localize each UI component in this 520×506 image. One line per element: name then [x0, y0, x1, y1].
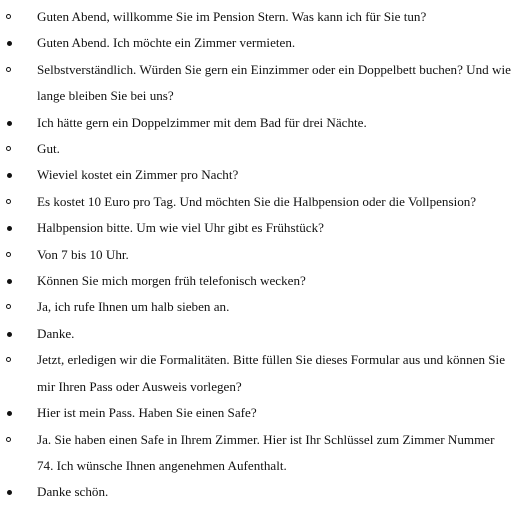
hollow-bullet-icon [0, 242, 37, 268]
hollow-bullet-icon [0, 189, 37, 215]
filled-bullet-icon [0, 110, 37, 136]
dialogue-text: Es kostet 10 Euro pro Tag. Und möchten Sie die Halbpension oder die Vollpension? [37, 193, 477, 209]
filled-bullet-icon [0, 162, 37, 188]
dialogue-line [0, 57, 520, 110]
dialogue-line [0, 162, 520, 188]
dialogue-line [0, 400, 520, 426]
dialogue-text: Jetzt, erledigen wir die Formalitäten. Bitte füllen Sie dieses Formular aus und können Sie mir Ihren Pass oder Ausweis vorlegen? [37, 352, 505, 394]
filled-bullet-icon [0, 30, 37, 56]
hollow-bullet-icon [0, 427, 37, 453]
dialogue-text: Wieviel kostet ein Zimmer pro Nacht? [37, 167, 239, 183]
dialogue-document [0, 4, 520, 506]
dialogue-line [0, 347, 520, 400]
hollow-bullet-icon [0, 136, 37, 162]
dialogue-text: Guten Abend, willkomme Sie im Pension Stern. Was kann ich für Sie tun? [37, 9, 427, 24]
dialogue-text: Können Sie mich morgen früh telefonisch wecken? [37, 273, 306, 289]
dialogue-text: Von 7 bis 10 Uhr. [37, 246, 129, 262]
dialogue-line [0, 268, 520, 294]
dialogue-line [0, 215, 520, 241]
dialogue-line [0, 321, 520, 347]
hollow-bullet-icon [0, 4, 37, 30]
dialogue-line [0, 189, 520, 215]
filled-bullet-icon [0, 215, 37, 241]
dialogue-text: Selbstverständlich. Würden Sie gern ein Einzimmer oder ein Doppelbett buchen? Und wie lange bleiben Sie bei uns? [37, 61, 511, 104]
filled-bullet-icon [0, 268, 37, 294]
dialogue-text: Guten Abend. Ich möchte ein Zimmer vermieten. [37, 35, 296, 51]
dialogue-text: Hier ist mein Pass. Haben Sie einen Safe? [37, 405, 257, 421]
hollow-bullet-icon [0, 347, 37, 373]
hollow-bullet-icon [0, 57, 37, 83]
dialogue-text: Ja. Sie haben einen Safe in Ihrem Zimmer. Hier ist Ihr Schlüssel zum Zimmer Nummer 74. Ich wünsche Ihnen angenehmen Aufenthalt. [37, 431, 495, 473]
filled-bullet-icon [0, 321, 37, 347]
dialogue-text: Halbpension bitte. Um wie viel Uhr gibt es Frühstück? [37, 220, 324, 236]
filled-bullet-icon [0, 479, 37, 505]
dialogue-line [0, 427, 520, 480]
hollow-bullet-icon [0, 294, 37, 320]
dialogue-text: Ja, ich rufe Ihnen um halb sieben an. [37, 299, 230, 315]
dialogue-text: Danke schön. [37, 484, 109, 500]
dialogue-line [0, 4, 520, 30]
dialogue-text: Danke. [37, 325, 75, 341]
dialogue-line [0, 242, 520, 268]
dialogue-line [0, 136, 520, 162]
dialogue-text: Gut. [37, 141, 60, 157]
dialogue-line [0, 294, 520, 320]
filled-bullet-icon [0, 400, 37, 426]
dialogue-line [0, 30, 520, 56]
dialogue-line [0, 110, 520, 136]
dialogue-line [0, 479, 520, 505]
dialogue-text: Ich hätte gern ein Doppelzimmer mit dem Bad für drei Nächte. [37, 114, 367, 130]
